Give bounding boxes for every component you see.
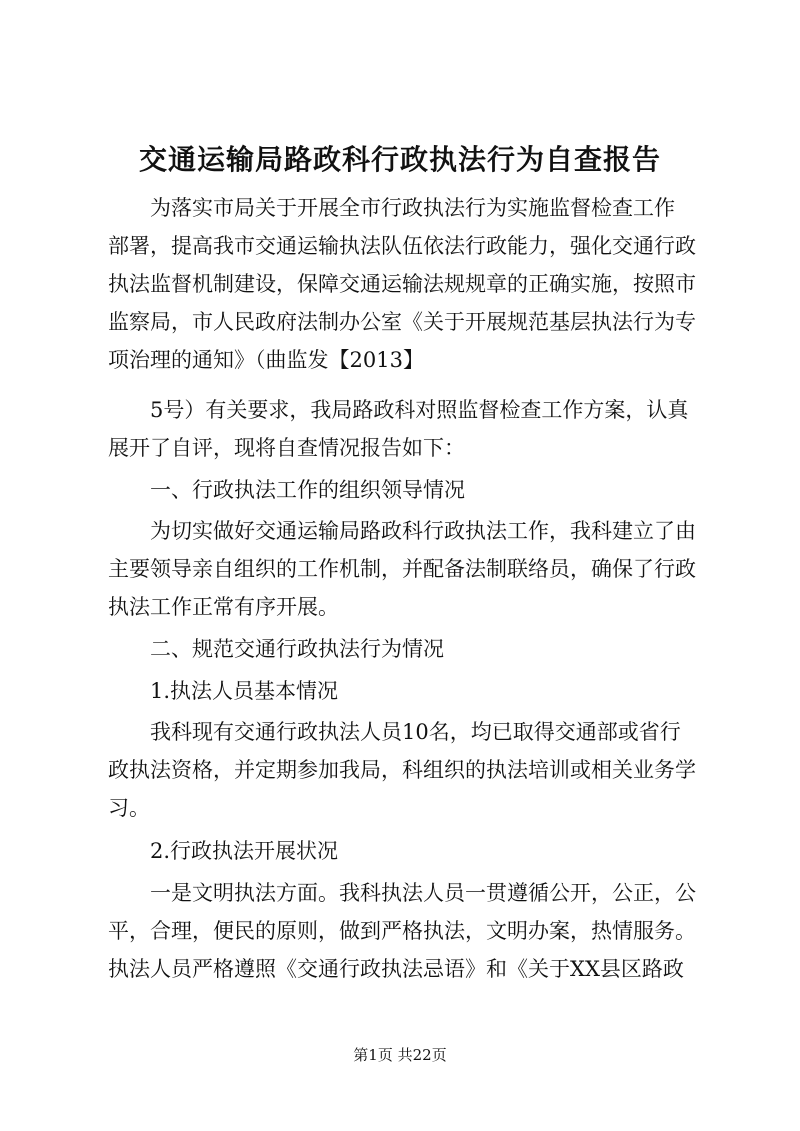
paragraph-line: 我科现有交通行政执法人员10名，均已取得交通部或省行: [150, 720, 681, 744]
paragraph-line: 执法人员严格遵照《交通行政执法忌语》和《关于XX县区路政: [108, 957, 684, 981]
paragraph-line: 展开了自评，现将自查情况报告如下：: [108, 436, 465, 460]
paragraph-line: 主要领导亲自组织的工作机制，并配备法制联络员，确保了行政: [108, 557, 696, 581]
section-heading: 二、规范交通行政执法行为情况: [150, 637, 444, 661]
paragraph-line: 为落实市局关于开展全市行政执法行为实施监督检查工作: [150, 196, 675, 220]
section-heading: 一、行政执法工作的组织领导情况: [150, 478, 465, 502]
paragraph-line: 平，合理，便民的原则，做到严格执法，文明办案，热情服务。: [108, 919, 696, 943]
paragraph-line: 一是文明执法方面。我科执法人员一贯遵循公开，公正，公: [150, 881, 696, 905]
paragraph-line: 部署，提高我市交通运输执法队伍依法行政能力，强化交通行政: [108, 234, 696, 258]
subsection-heading: 1.执法人员基本情况: [150, 679, 339, 703]
paragraph-line: 为切实做好交通运输局路政科行政执法工作，我科建立了由: [150, 519, 696, 543]
paragraph-line: 习。: [108, 796, 150, 820]
paragraph-line: 5号）有关要求，我局路政科对照监督检查工作方案，认真: [150, 398, 689, 422]
page-number-footer: 第1页 共22页: [353, 1046, 447, 1064]
paragraph-line: 政执法资格，并定期参加我局，科组织的执法培训或相关业务学: [108, 758, 696, 782]
paragraph-line: 执法工作正常有序开展。: [108, 595, 339, 619]
subsection-heading: 2.行政执法开展状况: [150, 839, 339, 863]
paragraph-line: 项治理的通知》（曲监发【2013】: [108, 348, 424, 372]
paragraph-line: 执法监督机制建设，保障交通运输法规规章的正确实施，按照市: [108, 272, 696, 296]
paragraph-line: 监察局，市人民政府法制办公室《关于开展规范基层执法行为专: [108, 310, 696, 334]
document-title: 交通运输局路政科行政执法行为自查报告: [138, 143, 661, 176]
